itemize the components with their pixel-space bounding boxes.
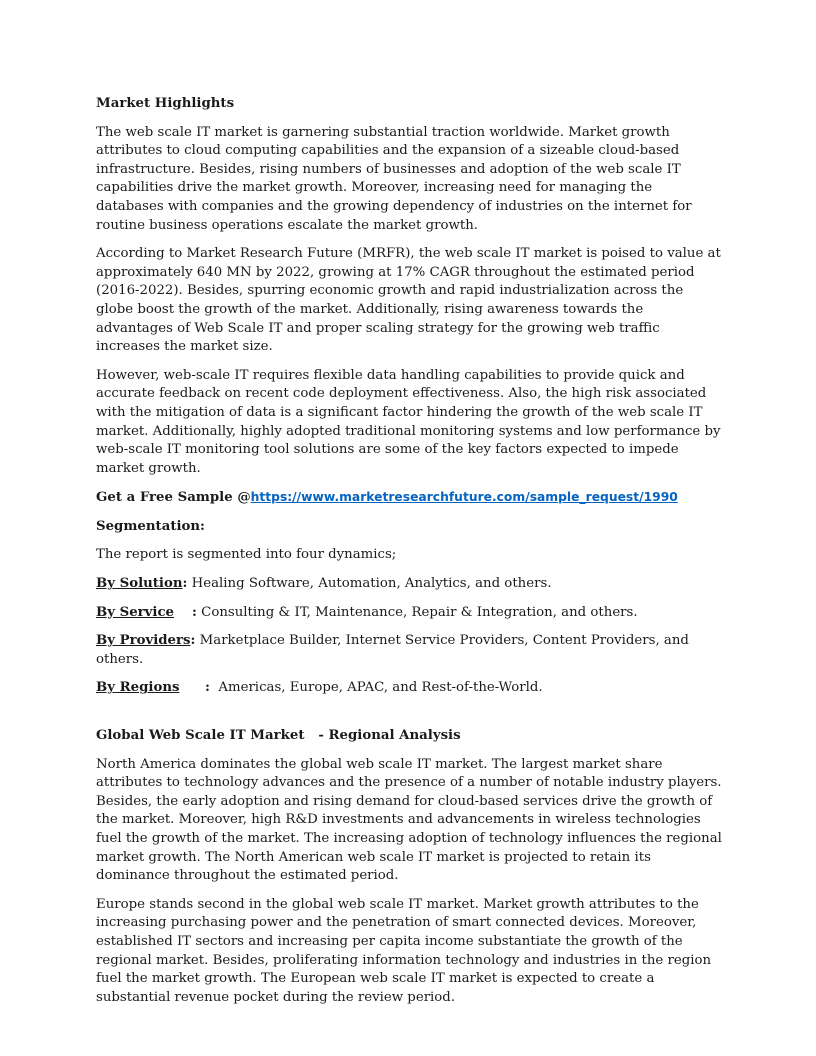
segment-service-text: Consulting & IT, Maintenance, Repair & Integration, and others. [196,604,638,620]
segment-regions-colon: : [205,680,210,696]
segment-regions [96,679,724,698]
segment-providers-colon: : [190,633,196,649]
regional-analysis-heading: Global Web Scale IT Market - Regional Analysis [96,728,461,744]
segment-solution-colon: : [182,576,188,592]
segment-service-label: By Service [96,604,174,620]
segment-service-colon: : [192,604,197,620]
segment-solution-text: Healing Software, Automation, Analytics, and others. [187,576,552,592]
regional-paragraph-2: Europe stands second in the global web scale IT market. Market growth attributes to the increasing purchasing power and the penetration of smart connected devices. Moreover, established IT sectors and increasing per capita income substantiate the growth of the regional market. Besides, proliferating information technology and industries in the region fuel the market growth. The European web scale IT market is expected to create a substantial revenue pocket during the review period. [96,896,712,1005]
segment-regions-text: Americas, Europe, APAC, and Rest-of-the-World. [209,680,543,696]
segment-providers-label: By Providers [96,633,191,649]
highlights-paragraph-2: According to Market Research Future (MRFR), the web scale IT market is poised to value at approximately 640 MN by 2022, growing at 17% CAGR throughout the estimated period (2016-2022). Besides, spurring economic growth and rapid industrialization across the globe boost the growth of the market. Additionally, rising awareness towards the advantages of Web Scale IT and proper scaling strategy for the growing web traffic increases the market size. [96,246,721,355]
segment-providers-text: Marketplace Builder, Internet Service Providers, Content Providers, and others. [96,633,689,667]
segment-solution-label: By Solution [96,576,183,592]
highlights-paragraph-3: However, web-scale IT requires flexible data handling capabilities to provide quick and accurate feedback on recent code deployment effectiveness. Also, the high risk associated with the mitigation of data is a significant factor hindering the growth of the web scale IT market. Additionally, highly adopted traditional monitoring systems and low performance by web-scale IT monitoring tool solutions are some of the key factors expected to impede market growth. [96,367,721,476]
highlights-paragraph-1: The web scale IT market is garnering substantial traction worldwide. Market growth attributes to cloud computing capabilities and the expansion of a sizeable cloud-based infrastructure. Besides, rising numbers of businesses and adoption of the web scale IT capabilities drive the market growth. Moreover, increasing need for managing the databases with companies and the growing dependency of industries on the internet for routine business operations escalate the market growth. [96,124,692,233]
regional-paragraph-1: North America dominates the global web scale IT market. The largest market share attributes to technology advances and the presence of a number of notable industry players. Besides, the early adoption and rising demand for cloud-based services drive the growth of the market. Moreover, high R&D investments and advancements in wireless technologies fuel the growth of the market. The increasing adoption of technology influences the regional market growth. The North American web scale IT market is projected to retain its dominance throughout the estimated period. [96,756,722,884]
segment-solution [96,575,724,594]
free-sample-line [96,488,724,508]
free-sample-label: Get a Free Sample @ [96,490,251,506]
section-spacer [96,708,724,727]
sample-request-link[interactable]: https://www.marketresearchfuture.com/sample_request/1990 [250,490,678,505]
segment-providers [96,632,724,669]
market-highlights-heading: Market Highlights [96,96,235,111]
segment-regions-label: By Regions [96,680,180,696]
segment-service [96,604,724,623]
segmentation-heading: Segmentation: [96,518,205,534]
document-page [96,95,724,1017]
segmentation-intro: The report is segmented into four dynamics; [96,547,397,563]
